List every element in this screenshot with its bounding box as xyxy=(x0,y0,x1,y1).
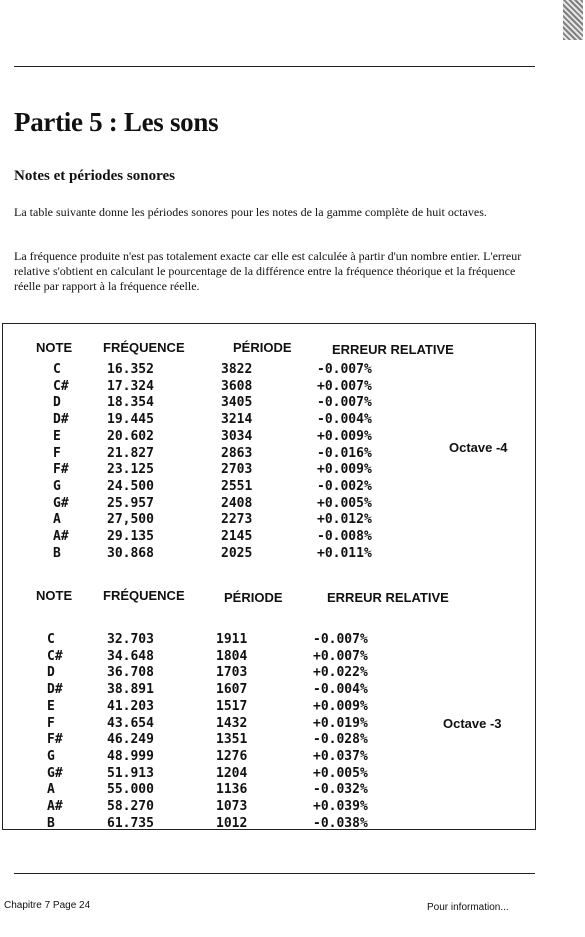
period-cell: 1703 xyxy=(216,665,248,681)
table-row xyxy=(3,816,537,832)
frequency-cell: 61.735 xyxy=(107,815,154,831)
note-cell: C xyxy=(53,362,61,377)
table-row xyxy=(3,529,537,545)
frequency-cell: 34.648 xyxy=(107,648,154,664)
note-cell: G xyxy=(53,478,61,494)
note-cell: F xyxy=(53,445,61,461)
note-cell: G xyxy=(47,748,55,764)
note-cell: A# xyxy=(47,799,63,814)
top-rule xyxy=(14,66,535,67)
period-cell: 3822 xyxy=(221,362,253,377)
period-cell: 2551 xyxy=(221,478,253,494)
column-header-note: NOTE xyxy=(36,340,73,355)
note-cell: D xyxy=(47,665,55,681)
error-cell: +0.005% xyxy=(313,765,368,781)
frequency-cell: 21.827 xyxy=(107,445,154,461)
footer-chapter-page: Chapitre 7 Page 24 xyxy=(4,900,91,911)
error-cell: -0.004% xyxy=(313,682,368,698)
frequency-cell: 36.708 xyxy=(107,665,154,681)
note-cell: E xyxy=(53,428,61,444)
frequency-cell: 58.270 xyxy=(107,799,154,814)
error-cell: -0.032% xyxy=(313,782,368,798)
table-row xyxy=(3,716,537,732)
note-cell: A xyxy=(47,782,55,798)
error-cell: +0.019% xyxy=(313,715,368,731)
note-cell: F xyxy=(47,715,55,731)
table-row xyxy=(3,496,537,512)
frequency-cell: 38.891 xyxy=(107,682,154,698)
period-cell: 1804 xyxy=(216,648,248,664)
period-cell: 2703 xyxy=(221,462,253,478)
frequency-cell: 29.135 xyxy=(107,529,154,544)
table-row xyxy=(3,649,537,665)
column-header-note: NOTE xyxy=(36,588,73,603)
table-row xyxy=(3,546,537,562)
period-cell: 1073 xyxy=(216,799,248,814)
error-cell: +0.011% xyxy=(317,545,372,561)
frequency-cell: 20.602 xyxy=(107,428,154,444)
table-row xyxy=(3,682,537,698)
error-cell: +0.009% xyxy=(317,428,372,444)
error-cell: +0.012% xyxy=(317,512,372,528)
frequency-cell: 24.500 xyxy=(107,478,154,494)
table-row xyxy=(3,446,537,462)
notes-table xyxy=(2,323,536,830)
period-cell: 2863 xyxy=(221,445,253,461)
error-cell: +0.022% xyxy=(313,665,368,681)
frequency-cell: 23.125 xyxy=(107,462,154,478)
error-cell: -0.028% xyxy=(313,732,368,748)
note-cell: B xyxy=(53,545,61,561)
note-cell: A# xyxy=(53,529,69,544)
page-title: Partie 5 : Les sons xyxy=(14,107,219,137)
note-cell: G# xyxy=(53,495,69,511)
table-row xyxy=(3,632,537,648)
frequency-cell: 18.354 xyxy=(107,395,154,411)
table-row xyxy=(3,395,537,411)
error-cell: +0.005% xyxy=(317,495,372,511)
period-cell: 1517 xyxy=(216,698,248,714)
error-cell: +0.037% xyxy=(313,748,368,764)
frequency-cell: 17.324 xyxy=(107,378,154,394)
table-row xyxy=(3,512,537,528)
note-cell: F# xyxy=(47,732,63,748)
frequency-cell: 43.654 xyxy=(107,715,154,731)
period-cell: 3405 xyxy=(221,395,253,411)
frequency-cell: 46.249 xyxy=(107,732,154,748)
footer-note: Pour information... xyxy=(427,902,509,913)
period-cell: 1136 xyxy=(216,782,248,798)
period-cell: 1432 xyxy=(216,715,248,731)
note-cell: A xyxy=(53,512,61,528)
period-cell: 1276 xyxy=(216,748,248,764)
period-cell: 2408 xyxy=(221,495,253,511)
note-cell: D# xyxy=(53,412,69,428)
frequency-cell: 55.000 xyxy=(107,782,154,798)
note-cell: F# xyxy=(53,462,69,478)
period-cell: 3034 xyxy=(221,428,253,444)
period-cell: 1012 xyxy=(216,815,248,831)
error-cell: -0.016% xyxy=(317,445,372,461)
note-cell: E xyxy=(47,698,55,714)
table-row xyxy=(3,799,537,815)
table-row xyxy=(3,379,537,395)
error-cell: -0.004% xyxy=(317,412,372,428)
table-row xyxy=(3,479,537,495)
section-heading: Notes et périodes sonores xyxy=(14,168,175,184)
column-header-period: PÉRIODE xyxy=(224,590,283,605)
period-cell: 1607 xyxy=(216,682,248,698)
column-header-frequency: FRÉQUENCE xyxy=(103,588,185,603)
frequency-cell: 16.352 xyxy=(107,362,154,377)
note-cell: D xyxy=(53,395,61,411)
column-header-period: PÉRIODE xyxy=(233,340,292,355)
error-cell: +0.009% xyxy=(317,462,372,478)
column-header-frequency: FRÉQUENCE xyxy=(103,340,185,355)
period-cell: 3608 xyxy=(221,378,253,394)
intro-paragraph: La table suivante donne les périodes sonores pour les notes de la gamme complète de huit octaves. xyxy=(14,205,487,219)
column-header-error: ERREUR RELATIVE xyxy=(332,342,454,357)
frequency-cell: 19.445 xyxy=(107,412,154,428)
table-row xyxy=(3,665,537,681)
period-cell: 2025 xyxy=(221,545,253,561)
period-cell: 1351 xyxy=(216,732,248,748)
note-cell: C# xyxy=(53,378,69,394)
error-cell: +0.039% xyxy=(313,799,368,814)
frequency-cell: 27,500 xyxy=(107,512,154,528)
scan-artifact xyxy=(563,0,583,40)
error-cell: -0.007% xyxy=(317,395,372,411)
note-cell: C# xyxy=(47,648,63,664)
error-cell: +0.007% xyxy=(317,378,372,394)
note-cell: C xyxy=(47,632,55,647)
period-cell: 2145 xyxy=(221,529,253,544)
period-cell: 3214 xyxy=(221,412,253,428)
period-cell: 2273 xyxy=(221,512,253,528)
error-cell: -0.038% xyxy=(313,815,368,831)
error-explanation-paragraph: La fréquence produite n'est pas totalement exacte car elle est calculée à partir d'un nombre entier. L'erreur relative s'obtient en calculant le pourcentage de la différence entre la fréquence théorique et la fréquence réelle par rapport à la fréquence réelle. xyxy=(14,249,522,293)
error-cell: +0.007% xyxy=(313,648,368,664)
bottom-rule xyxy=(14,873,535,874)
error-cell: -0.002% xyxy=(317,478,372,494)
error-cell: -0.007% xyxy=(317,362,372,377)
frequency-cell: 32.703 xyxy=(107,632,154,647)
column-header-error: ERREUR RELATIVE xyxy=(327,590,449,605)
frequency-cell: 30.868 xyxy=(107,545,154,561)
error-cell: -0.008% xyxy=(317,529,372,544)
table-row xyxy=(3,766,537,782)
note-cell: B xyxy=(47,815,55,831)
table-row xyxy=(3,749,537,765)
frequency-cell: 51.913 xyxy=(107,765,154,781)
table-row xyxy=(3,429,537,445)
error-cell: +0.009% xyxy=(313,698,368,714)
frequency-cell: 25.957 xyxy=(107,495,154,511)
note-cell: G# xyxy=(47,765,63,781)
frequency-cell: 41.203 xyxy=(107,698,154,714)
frequency-cell: 48.999 xyxy=(107,748,154,764)
octave-label: Octave -3 xyxy=(443,716,502,731)
note-cell: D# xyxy=(47,682,63,698)
table-row xyxy=(3,362,537,378)
octave-label: Octave -4 xyxy=(449,440,508,455)
table-row xyxy=(3,462,537,478)
table-row xyxy=(3,782,537,798)
error-cell: -0.007% xyxy=(313,632,368,647)
table-row xyxy=(3,699,537,715)
period-cell: 1911 xyxy=(216,632,248,647)
table-row xyxy=(3,732,537,748)
table-row xyxy=(3,412,537,428)
period-cell: 1204 xyxy=(216,765,248,781)
